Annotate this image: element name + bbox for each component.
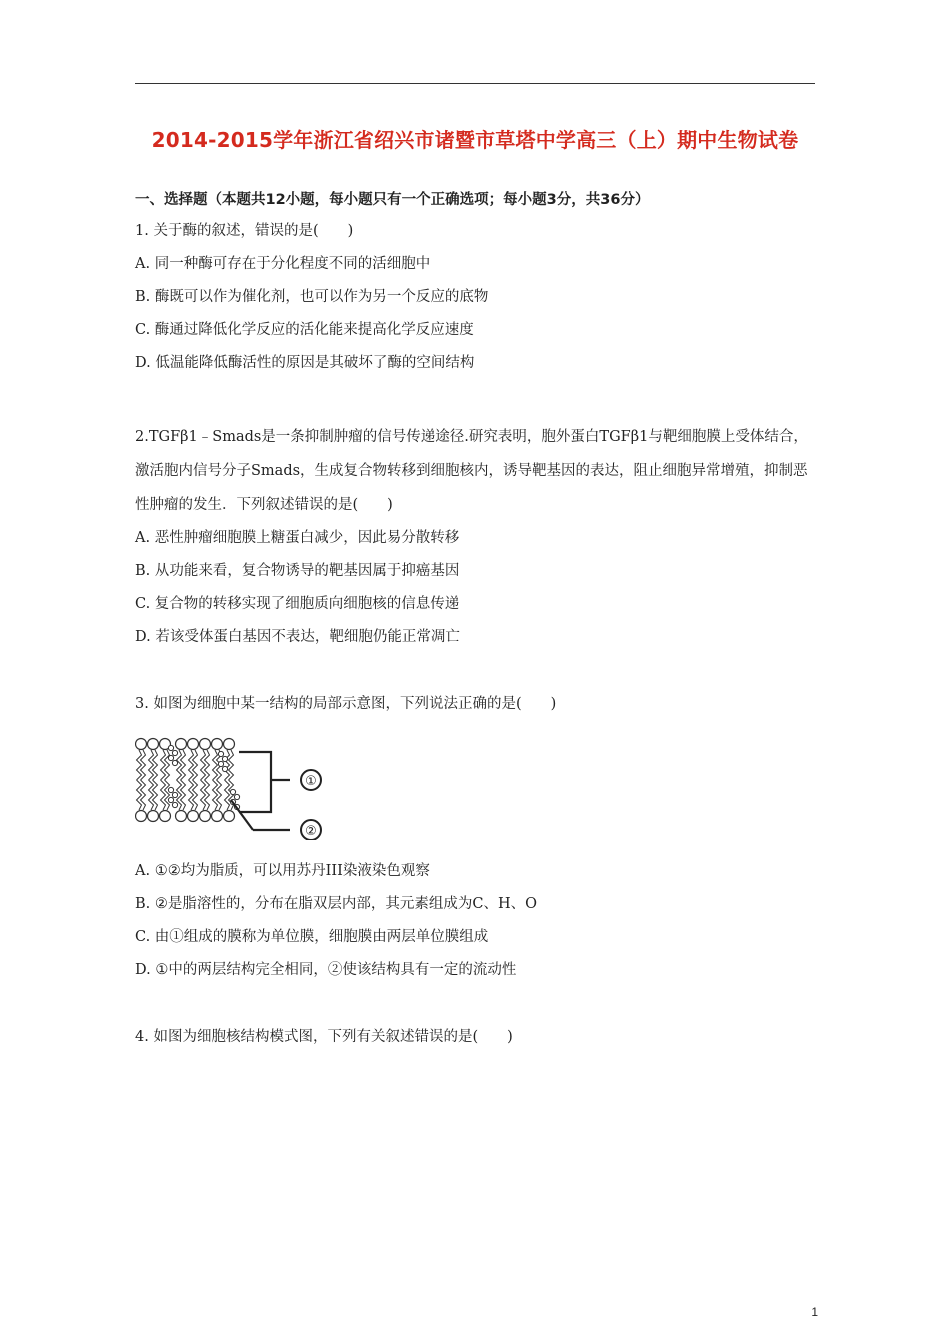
phospholipid-head-bottom: [160, 811, 171, 822]
fatty-acid-tail: [137, 750, 142, 780]
page-number: 1: [811, 1305, 818, 1319]
cholesterol-ring: [172, 792, 177, 797]
fatty-acid-tail: [137, 780, 142, 810]
cholesterol-ring: [222, 756, 227, 761]
fatty-acid-tail: [213, 750, 218, 780]
question-1-option-c: C. 酶通过降低化学反应的活化能来提高化学反应速度: [135, 322, 474, 338]
question-3-option-b: B. ②是脂溶性的，分布在脂双层内部，其元素组成为C、H、O: [135, 896, 537, 912]
cholesterol-ring: [222, 766, 227, 771]
question-2-option-c: C. 复合物的转移实现了细胞质向细胞核的信息传递: [135, 596, 460, 612]
phospholipid-head-top: [148, 739, 159, 750]
question-4-stem: 4. 如图为细胞核结构模式图，下列有关叙述错误的是( ): [135, 1029, 513, 1045]
fatty-acid-tail: [161, 780, 166, 810]
question-2-option-b: B. 从功能来看，复合物诱导的靶基因属于抑癌基因: [135, 563, 460, 579]
question-1-stem: 1. 关于酶的叙述，错误的是( ): [135, 223, 354, 239]
cholesterol-ring: [172, 750, 177, 755]
fatty-acid-tail: [161, 750, 166, 780]
phospholipid-head-top: [188, 739, 199, 750]
fatty-acid-tail: [201, 750, 206, 780]
phospholipid-head-bottom: [188, 811, 199, 822]
fatty-acid-tail: [225, 750, 230, 780]
cholesterol-ring: [234, 794, 239, 799]
fatty-acid-tail: [149, 750, 154, 780]
phospholipid-head-bottom: [176, 811, 187, 822]
section-heading: 一、选择题（本题共12小题，每小题只有一个正确选项；每小题3分，共36分）: [135, 192, 650, 208]
question-2-option-a: A. 恶性肿瘤细胞膜上糖蛋白减少，因此易分散转移: [135, 530, 460, 546]
question-1-option-b: B. 酶既可以作为催化剂，也可以作为另一个反应的底物: [135, 289, 489, 305]
question-3-stem: 3. 如图为细胞中某一结构的局部示意图，下列说法正确的是( ): [135, 696, 557, 712]
phospholipid-head-bottom: [200, 811, 211, 822]
phospholipid-head-bottom: [224, 811, 235, 822]
question-3-option-a: A. ①②均为脂质，可以用苏丹III染液染色观察: [135, 863, 430, 879]
page-title: 2014-2015学年浙江省绍兴市诸暨市草塔中学高三（上）期中生物试卷: [151, 128, 799, 152]
question-1-option-d: D. 低温能降低酶活性的原因是其破坏了酶的空间结构: [135, 355, 475, 371]
label-2: ②: [305, 824, 317, 839]
fatty-acid-tail: [149, 780, 154, 810]
cholesterol-ring: [172, 802, 177, 807]
fatty-acid-tail: [189, 750, 194, 780]
phospholipid-head-top: [176, 739, 187, 750]
question-2-stem: 2.TGFβ1﹣Smads是一条抑制肿瘤的信号传递途径.研究表明，胞外蛋白TGFβ1与靶细胞膜上受体结合，激活胞内信号分子Smads，生成复合物转移到细胞核内，诱导靶基因的表达，阻止细胞异常增殖，抑制恶性肿瘤的发生．下列叙述错误的是( ): [135, 429, 808, 513]
fatty-acid-tail: [213, 780, 218, 810]
fatty-acid-tail: [201, 780, 206, 810]
question-2-option-d: D. 若该受体蛋白基因不表达，靶细胞仍能正常凋亡: [135, 629, 460, 645]
phospholipid-head-bottom: [212, 811, 223, 822]
phospholipid-head-top: [200, 739, 211, 750]
phospholipid-head-bottom: [136, 811, 147, 822]
cholesterol-ring: [172, 760, 177, 765]
label-1: ①: [305, 774, 317, 789]
phospholipid-head-top: [224, 739, 235, 750]
cholesterol-ring: [168, 755, 173, 760]
membrane-figure: [135, 728, 335, 840]
phospholipid-head-bottom: [148, 811, 159, 822]
phospholipid-head-top: [212, 739, 223, 750]
fatty-acid-tail: [189, 780, 194, 810]
fatty-acid-tail: [225, 780, 230, 810]
cholesterol-ring: [218, 761, 223, 766]
cholesterol-ring: [168, 787, 173, 792]
cholesterol-ring: [230, 789, 235, 794]
question-3-option-d: D. ①中的两层结构完全相同，②使该结构具有一定的流动性: [135, 962, 517, 978]
bracket-line-1: [239, 752, 271, 812]
phospholipid-head-top: [136, 739, 147, 750]
cholesterol-ring: [168, 745, 173, 750]
cholesterol-ring: [218, 751, 223, 756]
top-rule: [135, 83, 815, 84]
cholesterol-ring: [168, 797, 173, 802]
question-3-option-c: C. 由①组成的膜称为单位膜，细胞膜由两层单位膜组成: [135, 929, 489, 945]
question-1-option-a: A. 同一种酶可存在于分化程度不同的活细胞中: [135, 256, 431, 272]
